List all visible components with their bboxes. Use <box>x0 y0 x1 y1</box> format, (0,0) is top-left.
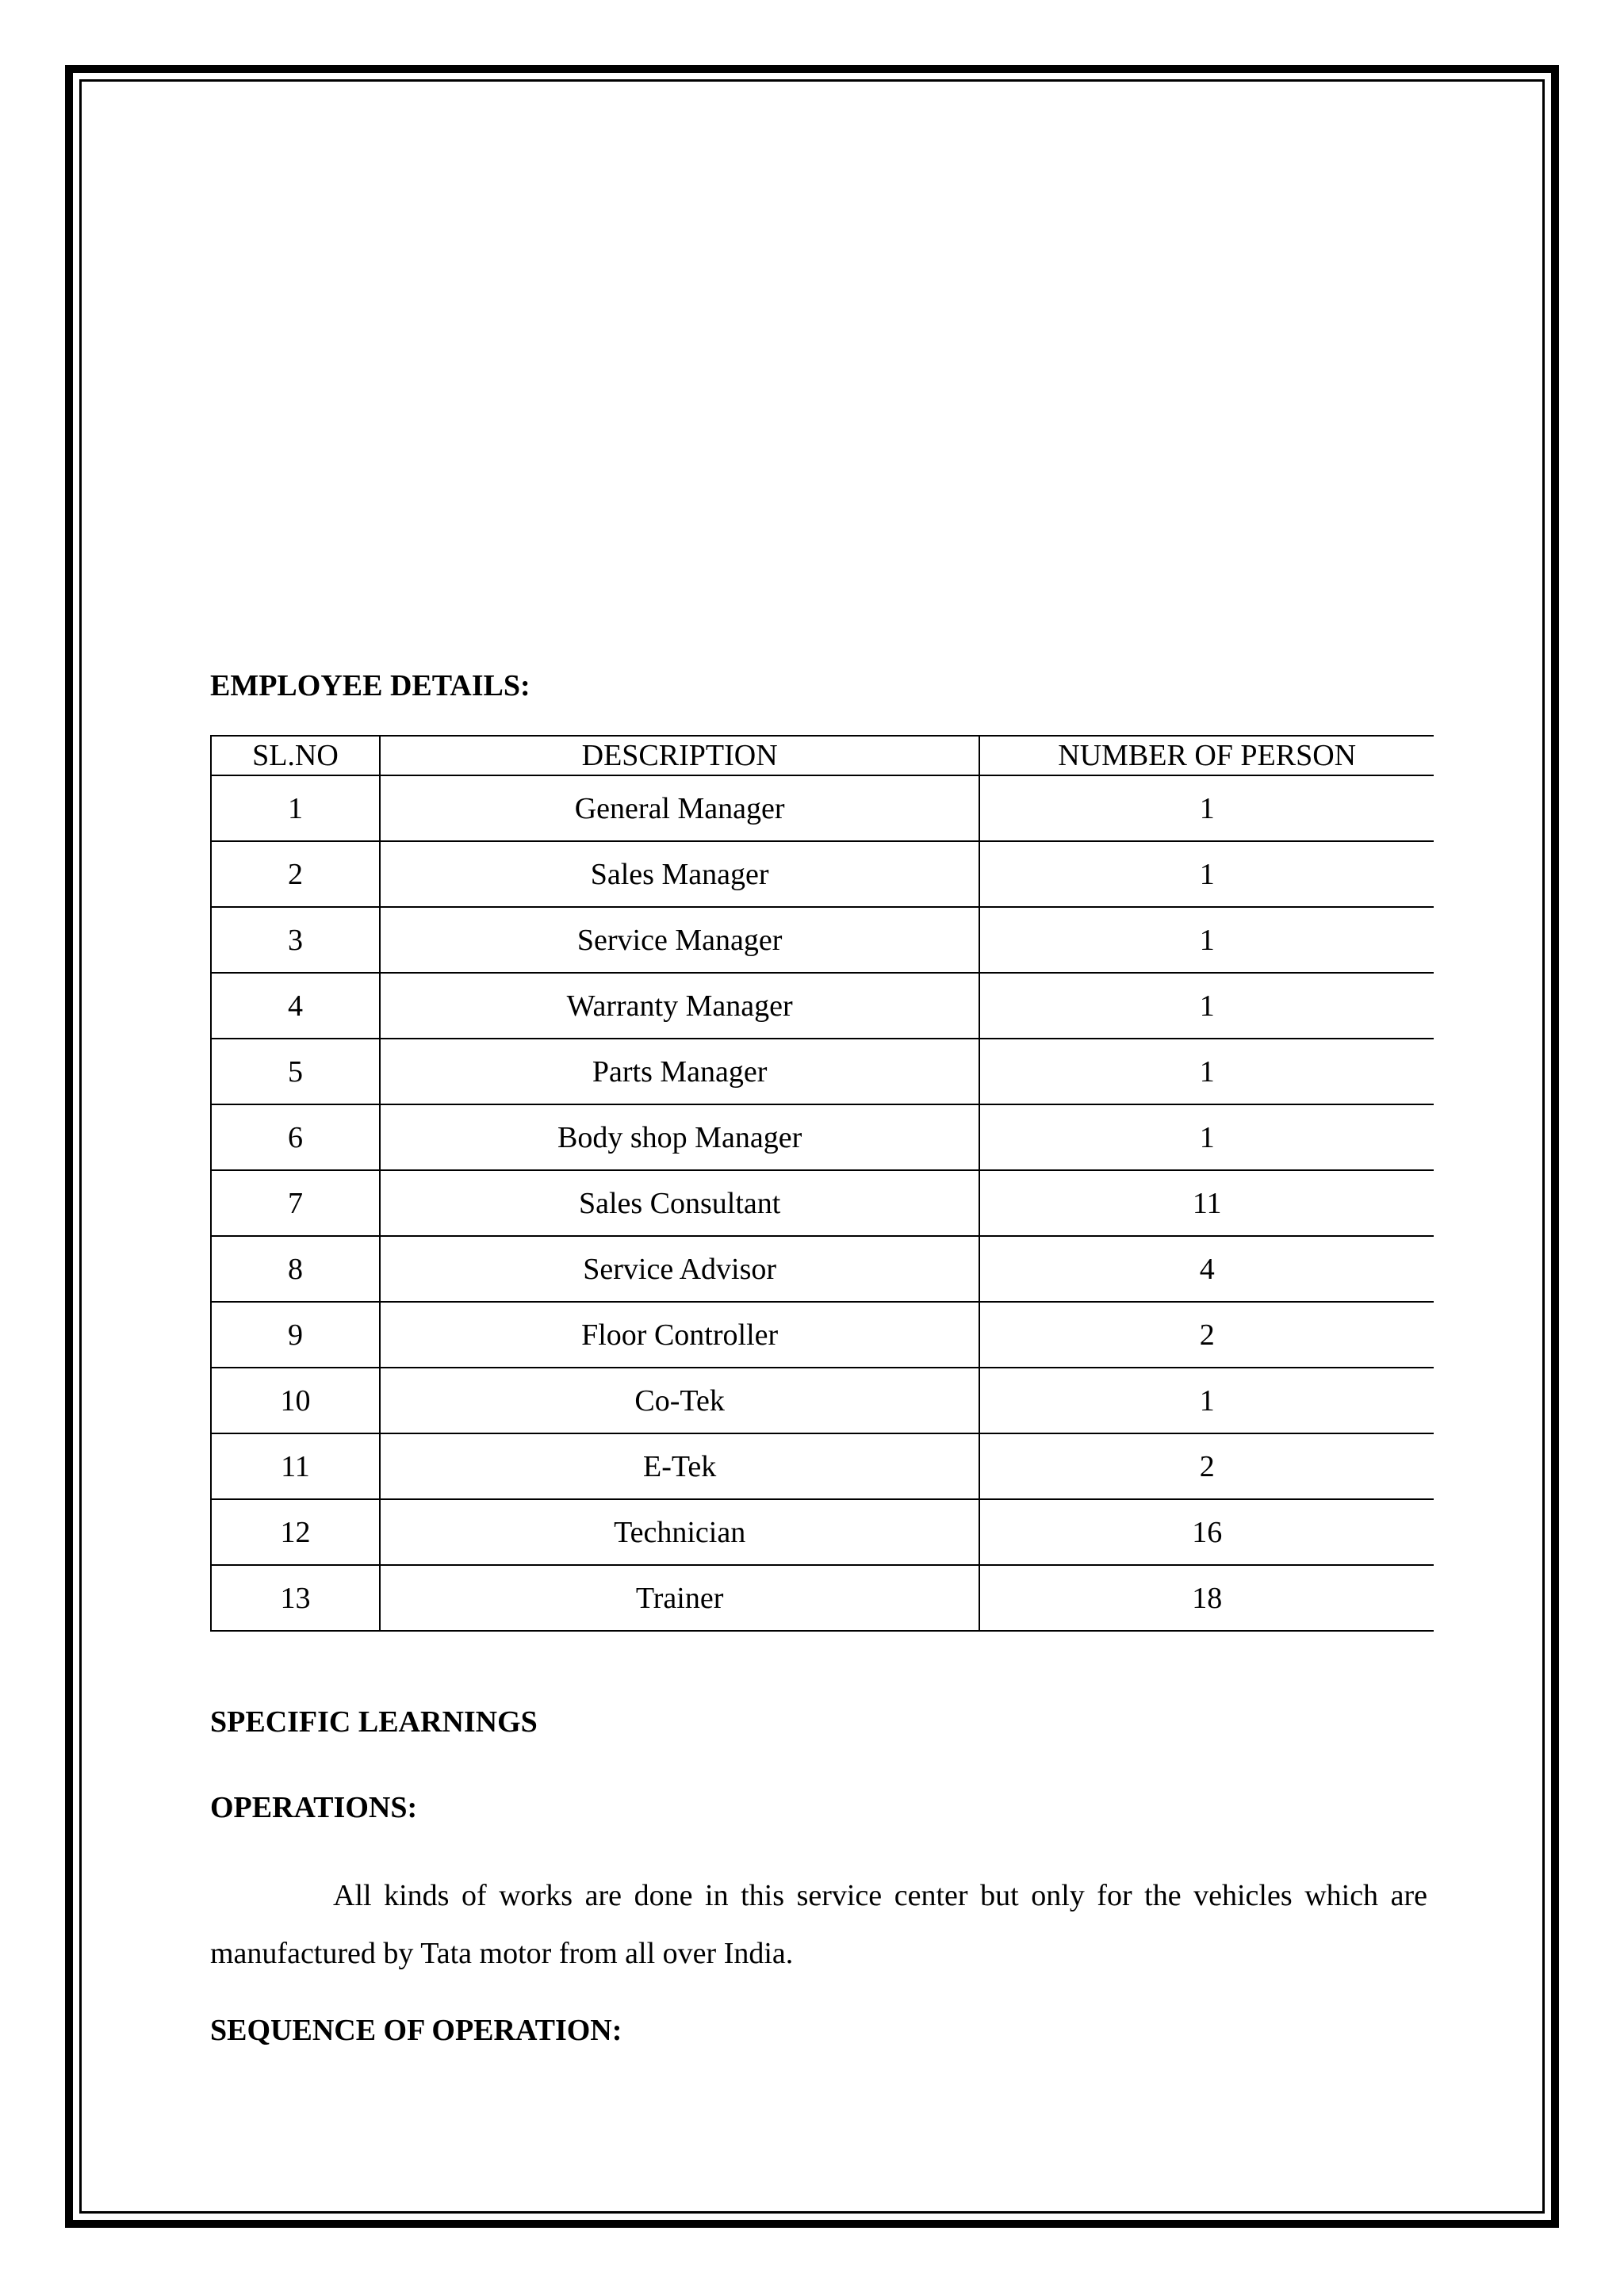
cell-sl-no: 13 <box>211 1565 380 1631</box>
table-row <box>211 1368 1434 1433</box>
cell-description: Parts Manager <box>380 1039 980 1104</box>
cell-sl-no: 5 <box>211 1039 380 1104</box>
cell-number: 1 <box>979 775 1434 841</box>
cell-sl-no: 1 <box>211 775 380 841</box>
cell-description: Warranty Manager <box>380 973 980 1039</box>
cell-number: 1 <box>979 907 1434 973</box>
cell-number: 16 <box>979 1499 1434 1565</box>
specific-learnings-heading: SPECIFIC LEARNINGS <box>210 1705 538 1739</box>
cell-description: Floor Controller <box>380 1302 980 1368</box>
cell-number: 4 <box>979 1236 1434 1302</box>
operations-heading: OPERATIONS: <box>210 1791 418 1824</box>
cell-number: 18 <box>979 1565 1434 1631</box>
cell-sl-no: 3 <box>211 907 380 973</box>
table-row <box>211 1565 1434 1631</box>
cell-number: 1 <box>979 1368 1434 1433</box>
operations-paragraph: All kinds of works are done in this service center but only for the vehicles which are manufactured by Tata motor from all over India. <box>210 1879 1427 1970</box>
table-row <box>211 775 1434 841</box>
cell-description: Body shop Manager <box>380 1104 980 1170</box>
cell-description: Trainer <box>380 1565 980 1631</box>
cell-description: Sales Consultant <box>380 1170 980 1236</box>
cell-sl-no: 6 <box>211 1104 380 1170</box>
cell-description: Service Advisor <box>380 1236 980 1302</box>
header-description: DESCRIPTION <box>380 736 980 775</box>
cell-description: General Manager <box>380 775 980 841</box>
cell-number: 2 <box>979 1433 1434 1499</box>
cell-sl-no: 9 <box>211 1302 380 1368</box>
cell-sl-no: 4 <box>211 973 380 1039</box>
table-row <box>211 1302 1434 1368</box>
table-row <box>211 1039 1434 1104</box>
employee-table <box>210 735 1434 1632</box>
table-header-row <box>211 736 1434 775</box>
cell-number: 1 <box>979 841 1434 907</box>
cell-number: 11 <box>979 1170 1434 1236</box>
cell-description: Sales Manager <box>380 841 980 907</box>
table-row <box>211 841 1434 907</box>
table-row <box>211 1170 1434 1236</box>
table-row <box>211 973 1434 1039</box>
cell-sl-no: 2 <box>211 841 380 907</box>
employee-details-heading: EMPLOYEE DETAILS: <box>210 669 530 702</box>
table-row <box>211 1236 1434 1302</box>
cell-description: Service Manager <box>380 907 980 973</box>
cell-sl-no: 12 <box>211 1499 380 1565</box>
cell-description: Co-Tek <box>380 1368 980 1433</box>
table-row <box>211 1433 1434 1499</box>
cell-number: 1 <box>979 973 1434 1039</box>
cell-description: E-Tek <box>380 1433 980 1499</box>
header-number-of-person: NUMBER OF PERSON <box>979 736 1434 775</box>
table-row <box>211 907 1434 973</box>
table-row <box>211 1499 1434 1565</box>
cell-number: 1 <box>979 1039 1434 1104</box>
cell-number: 2 <box>979 1302 1434 1368</box>
header-sl-no: SL.NO <box>211 736 380 775</box>
sequence-of-operation-heading: SEQUENCE OF OPERATION: <box>210 2014 622 2047</box>
cell-sl-no: 11 <box>211 1433 380 1499</box>
cell-number: 1 <box>979 1104 1434 1170</box>
cell-sl-no: 10 <box>211 1368 380 1433</box>
cell-sl-no: 7 <box>211 1170 380 1236</box>
table-row <box>211 1104 1434 1170</box>
cell-description: Technician <box>380 1499 980 1565</box>
cell-sl-no: 8 <box>211 1236 380 1302</box>
